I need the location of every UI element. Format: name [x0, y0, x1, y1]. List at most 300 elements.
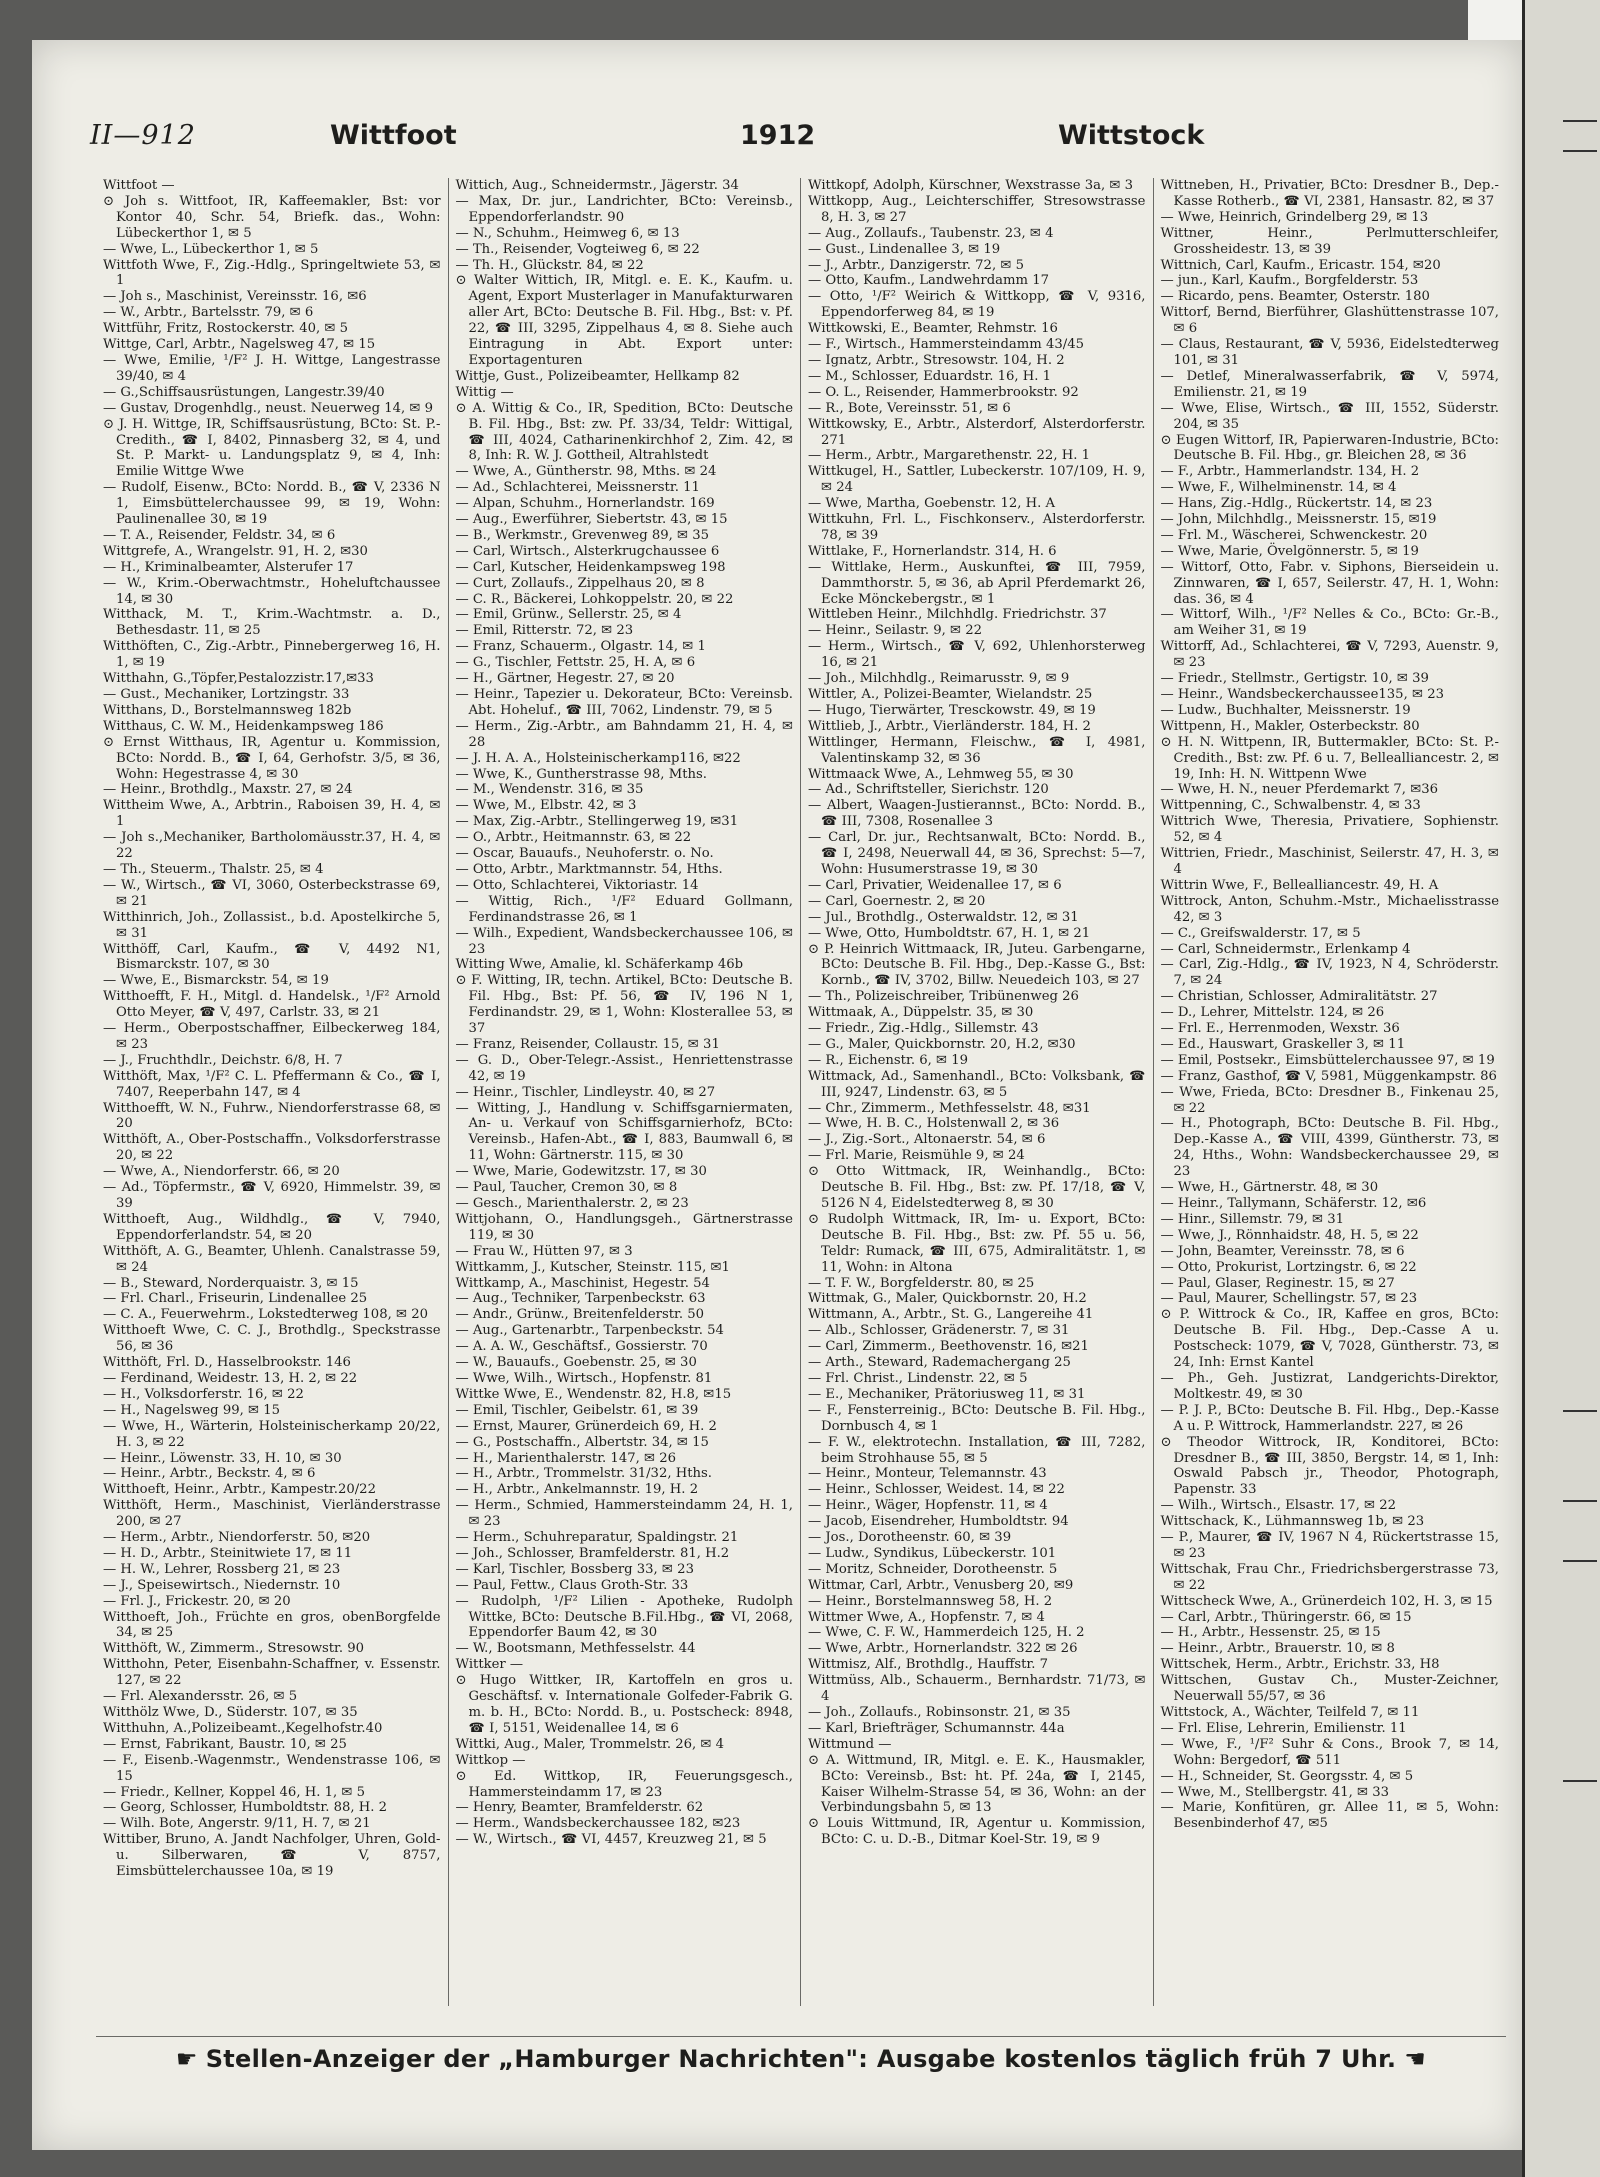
- directory-entry: ⊙ P. Heinrich Wittmaack, IR, Juteu. Garbengarne, BCto: Deutsche B. Fil. Hbg., Dep.-Kasse G., Bst: Kornb., ☎ IV, 3702, Billw. Neuedeich 103, ✉ 27: [808, 941, 1146, 989]
- directory-entry: Wittorf, Bernd, Bierführer, Glashüttenstrasse 107, ✉ 6: [1160, 305, 1499, 337]
- directory-entry: Wittkopp, Aug., Leichterschiffer, Stresowstrasse 8, H. 3, ✉ 27: [808, 193, 1146, 225]
- directory-entry: ⊙ Rudolph Wittmack, IR, Im- u. Export, BCto: Deutsche B. Fil. Hbg., Bst: zw. Pf. 55 u. 56, Teldr: Rumack, ☎ III, 675, Admiralitätstr. 1, ✉ 11, Wohn: in Altona: [808, 1211, 1146, 1275]
- directory-entry: ⊙ Ed. Wittkop, IR, Feuerungsgesch., Hammersteindamm 17, ✉ 23: [455, 1768, 793, 1800]
- directory-entry: — Gustav, Drogenhdlg., neust. Neuerweg 14, ✉ 9: [103, 400, 434, 416]
- directory-entry: — Paul, Taucher, Cremon 30, ✉ 8: [455, 1180, 678, 1196]
- directory-entry: Wittheim Wwe, A., Arbtrin., Raboisen 39, H. 4, ✉ 1: [103, 798, 441, 830]
- directory-entry: Wittfoot —: [103, 178, 175, 193]
- directory-entry: Wittrock, Anton, Schuhm.-Mstr., Michaelisstrasse 42, ✉ 3: [1160, 893, 1499, 925]
- directory-entry: — Otto, Arbtr., Marktmannstr. 54, Hths.: [455, 861, 723, 877]
- directory-entry: Wittkamm, J., Kutscher, Steinstr. 115, ✉1: [455, 1259, 730, 1275]
- directory-entry: — Hans, Zig.-Hdlg., Rückertstr. 14, ✉ 23: [1160, 496, 1433, 512]
- directory-entry: Wittkuhn, Frl. L., Fischkonserv., Alsterdorferstr. 78, ✉ 39: [808, 512, 1146, 543]
- directory-entry: — Karl, Briefträger, Schumannstr. 44a: [808, 1720, 1065, 1736]
- directory-entry: — H., Photograph, BCto: Deutsche B. Fil. Hbg., Dep.-Kasse A., ☎ VIII, 4399, Güntherstr. 73, ✉ 24, Hths., Wohn: Wandsbeckerchaussee 29, ✉ 23: [1160, 1116, 1499, 1180]
- directory-entry: — Joh., Milchhdlg., Reimarusstr. 9, ✉ 9: [808, 671, 1070, 687]
- directory-entry: Witthack, M. T., Krim.-Wachtmstr. a. D., Bethesdastr. 11, ✉ 25: [103, 607, 441, 639]
- directory-entry: — R., Bote, Vereinsstr. 51, ✉ 6: [808, 400, 1011, 416]
- directory-entry: — Carl, Privatier, Weidenallee 17, ✉ 6: [808, 877, 1062, 893]
- directory-entry: — Emil, Ritterstr. 72, ✉ 23: [455, 623, 634, 639]
- directory-entry: — Herm., Schuhreparatur, Spaldingstr. 21: [455, 1530, 739, 1546]
- directory-entry: Wittich, Aug., Schneidermstr., Jägerstr. 34: [455, 178, 739, 193]
- directory-entry: — B., Werkmstr., Grevenweg 89, ✉ 35: [455, 527, 710, 543]
- directory-entry: — Jul., Brothdlg., Osterwaldstr. 12, ✉ 31: [808, 909, 1079, 925]
- directory-entry: — W., Wirtsch., ☎ VI, 4457, Kreuzweg 21, ✉ 5: [455, 1832, 767, 1848]
- directory-entry: — B., Steward, Norderquaistr. 3, ✉ 15: [103, 1275, 359, 1291]
- directory-entry: — Rudolf, Eisenw., BCto: Nordd. B., ☎ V, 2336 N 1, Eimsbüttelerchaussee 99, ✉ 19, Wohn: Paulinenallee 30, ✉ 19: [103, 480, 441, 528]
- directory-entry: Witthuhn, A.,Polizeibeamt.,Kegelhofstr.40: [103, 1720, 383, 1736]
- directory-entry: — Herm., Schmied, Hammersteindamm 24, H. 1, ✉ 23: [455, 1498, 793, 1530]
- directory-entry: — Detlef, Mineralwasserfabrik, ☎ V, 5974, Emilienstr. 21, ✉ 19: [1160, 368, 1499, 400]
- directory-entry: Wittlake, F., Hornerlandstr. 314, H. 6: [808, 543, 1057, 559]
- directory-entry: — Wwe, Otto, Humboldtstr. 67, H. 1, ✉ 21: [808, 925, 1091, 941]
- directory-entry: — jun., Karl, Kaufm., Borgfelderstr. 53: [1160, 273, 1419, 289]
- directory-entry: — Carl, Kutscher, Heidenkampsweg 198: [455, 559, 726, 575]
- directory-columns: [96, 178, 1506, 2006]
- directory-entry: — Gesch., Marienthalerstr. 2, ✉ 23: [455, 1196, 689, 1211]
- directory-entry: — Christian, Schlosser, Admiralitätstr. 27: [1160, 989, 1438, 1005]
- directory-entry: — Wwe, H., Gärtnerstr. 48, ✉ 30: [1160, 1180, 1379, 1196]
- directory-entry: — Georg, Schlosser, Humboldtstr. 88, H. 2: [103, 1800, 388, 1816]
- directory-entry: — Ad., Schlachterei, Meissnerstr. 11: [455, 480, 700, 496]
- directory-entry: — H., Kriminalbeamter, Alsterufer 17: [103, 559, 354, 575]
- directory-entry: ⊙ Walter Wittich, IR, Mitgl. e. E. K., Kaufm. u. Agent, Export Musterlager in Manufakturwaren aller Art, BCto: Deutsche B. Fil. Hbg., Bst: v. Pf. 22, ☎ III, 3295, Zippelhaus 4, ✉ 8. Siehe auch Eintragung in Abt. Export unter: Exportagenturen: [455, 273, 793, 368]
- directory-entry: Wittkowsky, E., Arbtr., Alsterdorf, Alsterdorferstr. 271: [808, 416, 1146, 448]
- directory-entry: — Karl, Tischler, Bossberg 33, ✉ 23: [455, 1561, 694, 1577]
- directory-entry: — Heinr., Schlosser, Weidest. 14, ✉ 22: [808, 1482, 1065, 1498]
- directory-entry: — Wwe, F., Wilhelminenstr. 14, ✉ 4: [1160, 480, 1397, 496]
- directory-entry: — Aug., Gartenarbtr., Tarpenbeckstr. 54: [455, 1323, 724, 1339]
- directory-entry: — Ph., Geh. Justizrat, Landgerichts-Direktor, Moltkestr. 49, ✉ 30: [1160, 1370, 1499, 1402]
- directory-entry: — Wittorf, Wilh., ¹/F² Nelles & Co., BCto: Gr.-B., am Weiher 31, ✉ 19: [1160, 607, 1499, 639]
- directory-entry: — W., Wirtsch., ☎ VI, 3060, Osterbeckstrasse 69, ✉ 21: [103, 877, 441, 909]
- directory-entry: — Wwe, Elise, Wirtsch., ☎ III, 1552, Süderstr. 204, ✉ 35: [1160, 400, 1499, 432]
- directory-entry: Wittneben, H., Privatier, BCto: Dresdner B., Dep.-Kasse Rotherb., ☎ VI, 2381, Hansastr. 82, ✉ 37: [1160, 178, 1499, 209]
- directory-entry: — Friedr., Stellmstr., Gertigstr. 10, ✉ 39: [1160, 671, 1429, 687]
- directory-entry: ⊙ A. Wittig & Co., IR, Spedition, BCto: Deutsche B. Fil. Hbg., Bst: zw. Pf. 33/34, Teldr: Wittigal, ☎ III, 4024, Catharinenkirchhof 2, Zim. 42, ✉ 8, Inh: R. W. J. Gottheil, Altrahlstedt: [455, 400, 793, 464]
- directory-entry: — Aug., Zollaufs., Taubenstr. 23, ✉ 4: [808, 225, 1054, 241]
- directory-entry: — Herm., Oberpostschaffner, Eilbeckerweg 184, ✉ 23: [103, 1021, 441, 1052]
- directory-entry: — Otto, Kaufm., Landwehrdamm 17: [808, 273, 1050, 289]
- directory-entry: — C. R., Bäckerei, Lohkoppelstr. 20, ✉ 22: [455, 591, 734, 607]
- directory-entry: — Frl. Alexandersstr. 26, ✉ 5: [103, 1689, 298, 1705]
- directory-entry: — F. W., elektrotechn. Installation, ☎ III, 7282, beim Strohhause 55, ✉ 5: [808, 1434, 1146, 1466]
- directory-entry: Wittfoth Wwe, F., Zig.-Hdlg., Springeltwiete 53, ✉ 1: [103, 257, 441, 289]
- directory-entry: — Wilh., Wirtsch., Elsastr. 17, ✉ 22: [1160, 1498, 1397, 1514]
- directory-entry: — Wwe, A., Niendorferstr. 66, ✉ 20: [103, 1164, 340, 1180]
- directory-entry: — Th., Steuerm., Thalstr. 25, ✉ 4: [103, 861, 324, 877]
- directory-entry: Witthöft, A., Ober-Postschaffn., Volksdorferstrasse 20, ✉ 22: [103, 1132, 441, 1164]
- directory-entry: — H., Schneider, St. Georgsstr. 4, ✉ 5: [1160, 1768, 1414, 1784]
- directory-entry: — Wwe, Emilie, ¹/F² J. H. Wittge, Langestrasse 39/40, ✉ 4: [103, 352, 441, 384]
- directory-entry: — Frl. Marie, Reismühle 9, ✉ 24: [808, 1148, 1025, 1164]
- directory-entry: — Alb., Schlosser, Grädenerstr. 7, ✉ 31: [808, 1323, 1070, 1339]
- directory-entry: — O., Arbtr., Heitmannstr. 63, ✉ 22: [455, 830, 692, 846]
- directory-entry: — C. A., Feuerwehrm., Lokstedterweg 108, ✉ 20: [103, 1307, 428, 1323]
- directory-entry: — C., Greifswalderstr. 17, ✉ 5: [1160, 925, 1361, 941]
- directory-entry: ⊙ F. Witting, IR, techn. Artikel, BCto: Deutsche B. Fil. Hbg., Bst: Pf. 56, ☎ IV, 196 N 1, Ferdinandstr. 29, ✉ 1, Wohn: Klosterallee 53, ✉ 37: [455, 973, 793, 1037]
- directory-entry: Wittlinger, Hermann, Fleischw., ☎ I, 4981, Valentinskamp 32, ✉ 36: [808, 734, 1146, 766]
- directory-entry: — Otto, Prokurist, Lortzingstr. 6, ✉ 22: [1160, 1259, 1417, 1275]
- directory-entry: — Joh., Schlosser, Bramfelderstr. 81, H.2: [455, 1545, 730, 1561]
- directory-entry: — Marie, Konfitüren, gr. Allee 11, ✉ 5, Wohn: Besenbinderhof 47, ✉5: [1160, 1800, 1499, 1832]
- directory-entry: Wittiber, Bruno, A. Jandt Nachfolger, Uhren, Gold- u. Silberwaren, ☎ V, 8757, Eimsbüttelerchaussee 10a, ✉ 19: [103, 1832, 441, 1880]
- directory-entry: Wittkowski, E., Beamter, Rehmstr. 16: [808, 321, 1058, 337]
- directory-entry: — Herm., Arbtr., Margarethenstr. 22, H. 1: [808, 448, 1090, 464]
- directory-entry: — Heinr., Tallymann, Schäferstr. 12, ✉6: [1160, 1196, 1427, 1211]
- directory-entry: Wittlieb, J., Arbtr., Vierländerstr. 184, H. 2: [808, 718, 1091, 734]
- directory-entry: — Ricardo, pens. Beamter, Osterstr. 180: [1160, 289, 1430, 305]
- directory-entry: — Heinr., Monteur, Telemannstr. 43: [808, 1466, 1047, 1482]
- directory-entry: — Otto, Schlachterei, Viktoriastr. 14: [455, 877, 699, 893]
- directory-entry: — Heinr., Tischler, Lindleystr. 40, ✉ 27: [455, 1084, 716, 1100]
- directory-entry: Wittig —: [455, 384, 514, 400]
- directory-entry: Wittge, Carl, Arbtr., Nagelsweg 47, ✉ 15: [103, 337, 376, 353]
- directory-entry: — Wwe, M., Stellbergstr. 41, ✉ 33: [1160, 1784, 1390, 1800]
- column-2: [449, 178, 802, 2006]
- directory-entry: — Carl, Zimmerm., Beethovenstr. 16, ✉21: [808, 1339, 1089, 1355]
- directory-entry: — Arth., Steward, Rademachergang 25: [808, 1355, 1071, 1371]
- directory-entry: — Paul, Glaser, Reginestr. 15, ✉ 27: [1160, 1275, 1395, 1291]
- page-number: II—912: [90, 120, 196, 151]
- directory-entry: — P. J. P., BCto: Deutsche B. Fil. Hbg., Dep.-Kasse A u. P. Wittrock, Hammerlandstr. 227, ✉ 26: [1160, 1402, 1499, 1434]
- directory-entry: — Joh., Zollaufs., Robinsonstr. 21, ✉ 35: [808, 1705, 1071, 1720]
- directory-entry: — Franz, Gasthof, ☎ V, 5981, Müggenkampstr. 86: [1160, 1068, 1497, 1084]
- directory-entry: Wittnich, Carl, Kaufm., Ericastr. 154, ✉20: [1160, 257, 1441, 273]
- directory-entry: Witthöff, Carl, Kaufm., ☎ V, 4492 N1, Bismarckstr. 107, ✉ 30: [103, 941, 441, 973]
- directory-entry: ⊙ H. N. Wittpenn, IR, Buttermakler, BCto: St. P.-Credith., Bst: zw. Pf. 6 u. 7, Bellealliancestr. 2, ✉ 19, Inh: H. N. Wittpenn Wwe: [1160, 734, 1499, 782]
- directory-entry: Wittleben Heinr., Milchhdlg. Friedrichstr. 37: [808, 607, 1107, 623]
- directory-entry: Wittki, Aug., Maler, Trommelstr. 26, ✉ 4: [455, 1736, 725, 1752]
- directory-entry: — Heinr., Wäger, Hopfenstr. 11, ✉ 4: [808, 1498, 1048, 1514]
- directory-entry: ⊙ P. Wittrock & Co., IR, Kaffee en gros, BCto: Deutsche B. Fil. Hbg., Dep.-Casse A u. Postscheck: 1079, ☎ V, 7028, Güntherstr. 73, ✉ 24, Inh: Ernst Kantel: [1160, 1307, 1499, 1371]
- directory-entry: — Witting, J., Handlung v. Schiffsgarniermaten, An- u. Verkauf von Schiffsgarnierhofz, BCto: Vereinsb., Hafen-Abt., ☎ I, 883, Baumwall 6, ✉ 11, Wohn: Gärtnerstr. 115, ✉ 30: [455, 1100, 793, 1164]
- directory-entry: Wittje, Gust., Polizeibeamter, Hellkamp 82: [455, 368, 740, 384]
- directory-entry: Witthoeft, Aug., Wildhdlg., ☎ V, 7940, Eppendorferlandstr. 54, ✉ 20: [103, 1211, 441, 1243]
- directory-entry: — Max, Zig.-Arbtr., Stellingerweg 19, ✉31: [455, 814, 739, 830]
- directory-entry: Wittjohann, O., Handlungsgeh., Gärtnerstrasse 119, ✉ 30: [455, 1211, 793, 1243]
- directory-entry: — Frau W., Hütten 97, ✉ 3: [455, 1243, 633, 1259]
- column-3: [801, 178, 1154, 2006]
- directory-entry: ⊙ Theodor Wittrock, IR, Konditorei, BCto: Dresdner B., ☎ III, 3850, Bergstr. 14, ✉ 1, Inh: Oswald Pabsch jr., Theodor, Photograph, Papenstr. 33: [1160, 1434, 1499, 1498]
- directory-entry: Witthöft, Herm., Maschinist, Vierländerstrasse 200, ✉ 27: [103, 1498, 441, 1530]
- directory-entry: Wittmisz, Alf., Brothdlg., Hauffstr. 7: [808, 1657, 1049, 1673]
- footer-text: Stellen-Anzeiger der „Hamburger Nachrichten": Ausgabe kostenlos täglich früh 7 Uhr.: [205, 2045, 1397, 2073]
- directory-entry: — F., Wirtsch., Hammersteindamm 43/45: [808, 337, 1084, 353]
- directory-entry: Wittmüss, Alb., Schauerm., Bernhardstr. 71/73, ✉ 4: [808, 1673, 1146, 1705]
- right-running-head: Wittstock: [1058, 120, 1205, 151]
- directory-entry: Wittmaak, A., Düppelstr. 35, ✉ 30: [808, 1005, 1034, 1021]
- directory-entry: — Franz, Reisender, Collaustr. 15, ✉ 31: [455, 1036, 720, 1052]
- directory-entry: — Joh s., Maschinist, Vereinsstr. 16, ✉6: [103, 289, 367, 305]
- year-heading: 1912: [740, 120, 816, 151]
- directory-entry: ⊙ Hugo Wittker, IR, Kartoffeln en gros u. Geschäftsf. v. Internationale Golfeder-Fabrik G. m. b. H., BCto: Nordd. B., u. Postscheck: 8948, ☎ I, 5151, Weidenallee 14, ✉ 6: [455, 1673, 793, 1736]
- directory-entry: — Frl. M., Wäscherei, Schwenckestr. 20: [1160, 527, 1428, 543]
- directory-entry: — F., Fensterreinig., BCto: Deutsche B. Fil. Hbg., Dornbusch 4, ✉ 1: [808, 1402, 1146, 1434]
- directory-entry: — Ferdinand, Weidestr. 13, H. 2, ✉ 22: [103, 1370, 358, 1386]
- directory-entry: — G., Postschaffn., Albertstr. 34, ✉ 15: [455, 1434, 709, 1450]
- directory-entry: — O. L., Reisender, Hammerbrookstr. 92: [808, 384, 1079, 400]
- directory-entry: Witthoefft, F. H., Mitgl. d. Handelsk., ¹/F² Arnold Otto Meyer, ☎ V, 497, Carlstr. 33, ✉ 21: [103, 989, 441, 1021]
- directory-entry: Wittscheck Wwe, A., Grünerdeich 102, H. 3, ✉ 15: [1160, 1593, 1493, 1609]
- directory-entry: ⊙ Ernst Witthaus, IR, Agentur u. Kommission, BCto: Nordd. B., ☎ I, 64, Gerhofstr. 3/5, ✉ 36, Wohn: Hegestrasse 4, ✉ 30: [103, 734, 441, 782]
- directory-entry: — Wwe, Marie, Godewitzstr. 17, ✉ 30: [455, 1164, 707, 1180]
- directory-entry: — Friedr., Kellner, Koppel 46, H. 1, ✉ 5: [103, 1784, 365, 1800]
- directory-entry: — Andr., Grünw., Breitenfelderstr. 50: [455, 1307, 705, 1323]
- directory-entry: Wittmer Wwe, A., Hopfenstr. 7, ✉ 4: [808, 1609, 1045, 1625]
- directory-entry: Wittkop —: [455, 1752, 526, 1768]
- directory-entry: — J., Zig.-Sort., Altonaerstr. 54, ✉ 6: [808, 1132, 1046, 1148]
- directory-entry: — Wwe, Arbtr., Hornerlandstr. 322 ✉ 26: [808, 1641, 1078, 1657]
- directory-entry: — Wwe, Marie, Övelgönnerstr. 5, ✉ 19: [1160, 543, 1419, 559]
- directory-entry: — Wwe, Martha, Goebenstr. 12, H. A: [808, 496, 1056, 512]
- directory-entry: Witthöften, C., Zig.-Arbtr., Pinnebergerweg 16, H. 1, ✉ 19: [103, 639, 441, 671]
- directory-entry: — Wilh., Expedient, Wandsbeckerchaussee 106, ✉ 23: [455, 925, 793, 957]
- directory-entry: Wittmak, G., Maler, Quickbornstr. 20, H.2: [808, 1291, 1087, 1307]
- directory-entry: — Gust., Mechaniker, Lortzingstr. 33: [103, 687, 350, 702]
- directory-entry: Wittschak, Frau Chr., Friedrichsbergerstrasse 73, ✉ 22: [1160, 1561, 1499, 1593]
- directory-entry: — Wwe, L., Lübeckerthor 1, ✉ 5: [103, 241, 319, 257]
- directory-entry: — W., Bauaufs., Goebenstr. 25, ✉ 30: [455, 1355, 697, 1371]
- directory-entry: — E., Mechaniker, Prätoriusweg 11, ✉ 31: [808, 1386, 1086, 1402]
- directory-entry: — Th., Reisender, Vogteiweg 6, ✉ 22: [455, 241, 700, 257]
- directory-entry: Witthoeft Wwe, C. C. J., Brothdlg., Speckstrasse 56, ✉ 36: [103, 1323, 441, 1355]
- directory-entry: Wittmaack Wwe, A., Lehmweg 55, ✉ 30: [808, 766, 1074, 782]
- directory-entry: Wittführ, Fritz, Rostockerstr. 40, ✉ 5: [103, 321, 349, 337]
- directory-entry: Witthaus, C. W. M., Heidenkampsweg 186: [103, 718, 384, 734]
- directory-entry: — Th., Polizeischreiber, Tribünenweg 26: [808, 989, 1079, 1005]
- directory-entry: ⊙ Otto Wittmack, IR, Weinhandlg., BCto: Deutsche B. Fil. Hbg., Bst: zw. Pf. 17/18, ☎ V, 5126 N 4, Eidelstedterweg 8, ✉ 30: [808, 1164, 1146, 1211]
- directory-entry: Wittmar, Carl, Arbtr., Venusberg 20, ✉9: [808, 1577, 1074, 1593]
- directory-entry: — Wwe, A., Güntherstr. 98, Mths. ✉ 24: [455, 464, 717, 480]
- directory-entry: ⊙ J. H. Wittge, IR, Schiffsausrüstung, BCto: St. P.-Credith., ☎ I, 8402, Pinnasberg 32, ✉ 4, und St. P. Markt- u. Landungsplatz 9, ✉ 4, Inh: Emilie Wittge Wwe: [103, 416, 441, 480]
- directory-entry: — Frl. E., Herrenmoden, Wexstr. 36: [1160, 1021, 1400, 1037]
- directory-entry: — Claus, Restaurant, ☎ V, 5936, Eidelstedterweg 101, ✉ 31: [1160, 337, 1499, 368]
- directory-entry: — John, Milchhdlg., Meissnerstr. 15, ✉19: [1160, 512, 1437, 528]
- column-4: [1154, 178, 1507, 2006]
- directory-entry: — Carl, Schneidermstr., Erlenkamp 4: [1160, 941, 1411, 957]
- directory-entry: Wittrich Wwe, Theresia, Privatiere, Sophienstr. 52, ✉ 4: [1160, 814, 1499, 846]
- directory-entry: — M., Schlosser, Eduardstr. 16, H. 1: [808, 368, 1052, 384]
- directory-entry: — Jos., Dorotheenstr. 60, ✉ 39: [808, 1530, 1012, 1546]
- directory-entry: — Th. H., Glückstr. 84, ✉ 22: [455, 257, 644, 273]
- directory-entry: — Ed., Hauswart, Graskeller 3, ✉ 11: [1160, 1036, 1406, 1052]
- directory-entry: — Carl, Arbtr., Thüringerstr. 66, ✉ 15: [1160, 1609, 1412, 1625]
- directory-entry: — Hinr., Sillemstr. 79, ✉ 31: [1160, 1211, 1345, 1227]
- column-1: [96, 178, 449, 2006]
- directory-entry: — Herm., Wirtsch., ☎ V, 692, Uhlenhorsterweg 16, ✉ 21: [808, 639, 1146, 671]
- directory-entry: Witting Wwe, Amalie, kl. Schäferkamp 46b: [455, 957, 744, 973]
- directory-entry: — Joh s.,Mechaniker, Bartholomäusstr.37, H. 4, ✉ 22: [103, 830, 441, 862]
- edge-mark: [1563, 1560, 1597, 1562]
- directory-entry: Witthoeft, Heinr., Arbtr., Kampestr.20/22: [103, 1482, 376, 1498]
- directory-entry: — P., Maurer, ☎ IV, 1967 N 4, Rückertstrasse 15, ✉ 23: [1160, 1530, 1499, 1561]
- directory-entry: — T. A., Reisender, Feldstr. 34, ✉ 6: [103, 527, 336, 543]
- directory-entry: Witthöft, Frl. D., Hasselbrookstr. 146: [103, 1355, 351, 1371]
- directory-entry: Wittpenning, C., Schwalbenstr. 4, ✉ 33: [1160, 798, 1421, 814]
- directory-entry: Witthoefft, W. N., Fuhrw., Niendorferstrasse 68, ✉ 20: [103, 1100, 441, 1132]
- directory-entry: Wittler, A., Polizei-Beamter, Wielandstr. 25: [808, 687, 1093, 702]
- directory-entry: Wittgrefe, A., Wrangelstr. 91, H. 2, ✉30: [103, 543, 368, 559]
- directory-entry: — H. W., Lehrer, Rossberg 21, ✉ 23: [103, 1561, 341, 1577]
- directory-entry: — Wwe, K., Guntherstrasse 98, Mths.: [455, 766, 707, 782]
- directory-entry: — Ludw., Syndikus, Lübeckerstr. 101: [808, 1545, 1057, 1561]
- directory-entry: — John, Beamter, Vereinsstr. 78, ✉ 6: [1160, 1243, 1405, 1259]
- directory-entry: — Ad., Schriftsteller, Sierichstr. 120: [808, 782, 1049, 798]
- directory-entry: — N., Schuhm., Heimweg 6, ✉ 13: [455, 225, 680, 241]
- page-header: [90, 120, 1205, 164]
- directory-entry: — Franz, Schauerm., Olgastr. 14, ✉ 1: [455, 639, 706, 655]
- directory-entry: — Gust., Lindenallee 3, ✉ 19: [808, 241, 1001, 257]
- directory-entry: — Emil, Postsekr., Eimsbüttelerchaussee 97, ✉ 19: [1160, 1052, 1495, 1068]
- directory-entry: — Emil, Grünw., Sellerstr. 25, ✉ 4: [455, 607, 682, 623]
- directory-entry: — M., Wendenstr. 316, ✉ 35: [455, 782, 644, 798]
- directory-entry: — H., Marienthalerstr. 147, ✉ 26: [455, 1450, 677, 1466]
- directory-entry: Wittorff, Ad., Schlachterei, ☎ V, 7293, Auenstr. 9, ✉ 23: [1160, 639, 1499, 671]
- directory-entry: — Herm., Wandsbeckerchaussee 182, ✉23: [455, 1816, 741, 1832]
- directory-entry: Wittschack, K., Lühmannsweg 1b, ✉ 23: [1160, 1514, 1425, 1530]
- directory-entry: Witthahn, G.,Töpfer,Pestalozzistr.17,✉33: [103, 671, 374, 687]
- directory-entry: — Paul, Fettw., Claus Groth-Str. 33: [455, 1577, 689, 1593]
- directory-entry: — H., Gärtner, Hegestr. 27, ✉ 20: [455, 671, 675, 687]
- directory-entry: — Ernst, Maurer, Grünerdeich 69, H. 2: [455, 1418, 717, 1434]
- directory-entry: — Aug., Techniker, Tarpenbeckstr. 63: [455, 1291, 706, 1307]
- directory-entry: Wittmann, A., Arbtr., St. G., Langereihe 41: [808, 1307, 1094, 1323]
- directory-entry: — F., Eisenb.-Wagenmstr., Wendenstrasse 106, ✉ 15: [103, 1752, 441, 1784]
- directory-entry: — J., Speisewirtsch., Niedernstr. 10: [103, 1577, 341, 1593]
- directory-entry: — D., Lehrer, Mittelstr. 124, ✉ 26: [1160, 1005, 1385, 1021]
- directory-entry: — Wwe, H. B. C., Holstenwall 2, ✉ 36: [808, 1116, 1060, 1132]
- pointing-hand-left-icon: ☛: [175, 2045, 198, 2073]
- directory-entry: — J. H. A. A., Holsteinischerkamp116, ✉22: [455, 750, 741, 766]
- directory-entry: — Heinr., Tapezier u. Dekorateur, BCto: Vereinsb. Abt. Hoheluf., ☎ III, 7062, Lindenstr. 79, ✉ 5: [455, 687, 793, 718]
- directory-entry: Witthohn, Peter, Eisenbahn-Schaffner, v. Essenstr. 127, ✉ 22: [103, 1657, 441, 1689]
- directory-entry: — H., Arbtr., Hessenstr. 25, ✉ 15: [1160, 1625, 1381, 1641]
- pointing-hand-right-icon: ☚: [1404, 2045, 1427, 2073]
- directory-entry: — G.,Schiffsausrüstungen, Langestr.39/40: [103, 384, 385, 400]
- directory-entry: — Frl. J., Frickestr. 20, ✉ 20: [103, 1593, 291, 1609]
- directory-entry: Wittrin Wwe, F., Bellealliancestr. 49, H. A: [1160, 877, 1439, 893]
- directory-entry: — Wwe, J., Rönnhaidstr. 48, H. 5, ✉ 22: [1160, 1227, 1419, 1243]
- directory-entry: — Heinr., Seilastr. 9, ✉ 22: [808, 623, 983, 639]
- directory-entry: — Alpan, Schuhm., Hornerlandstr. 169: [455, 496, 715, 512]
- directory-entry: — H. D., Arbtr., Steinitwiete 17, ✉ 11: [103, 1545, 353, 1561]
- directory-entry: — Wwe, Frieda, BCto: Dresdner B., Finkenau 25, ✉ 22: [1160, 1084, 1499, 1116]
- adjacent-page-edge: [1522, 0, 1600, 2177]
- directory-entry: Wittrien, Friedr., Maschinist, Seilerstr. 47, H. 3, ✉ 4: [1160, 846, 1499, 877]
- left-running-head: Wittfoot: [330, 120, 457, 151]
- edge-mark: [1563, 1780, 1597, 1782]
- directory-entry: — Wilh. Bote, Angerstr. 9/11, H. 7, ✉ 21: [103, 1816, 371, 1832]
- directory-entry: Wittmund —: [808, 1736, 892, 1752]
- directory-entry: — Herm., Zig.-Arbtr., am Bahndamm 21, H. 4, ✉ 28: [455, 718, 793, 750]
- directory-entry: — Wittorf, Otto, Fabr. v. Siphons, Bierseidein u. Zinnwaren, ☎ I, 657, Seilerstr. 47, H. 1, Wohn: das. 36, ✉ 4: [1160, 559, 1499, 607]
- edge-mark: [1563, 1500, 1597, 1502]
- directory-entry: — Heinr., Wandsbeckerchaussee135, ✉ 23: [1160, 687, 1444, 702]
- directory-entry: ⊙ Louis Wittmund, IR, Agentur u. Kommission, BCto: C. u. D.-B., Ditmar Koel-Str. 19, ✉ 9: [808, 1816, 1146, 1848]
- edge-mark: [1563, 150, 1597, 152]
- directory-entry: — Heinr., Brothdlg., Maxstr. 27, ✉ 24: [103, 782, 353, 798]
- directory-entry: — Frl. Elise, Lehrerin, Emilienstr. 11: [1160, 1720, 1407, 1736]
- directory-entry: — Wwe, H. N., neuer Pferdemarkt 7, ✉36: [1160, 782, 1439, 798]
- directory-entry: — Emil, Tischler, Geibelstr. 61, ✉ 39: [455, 1402, 699, 1418]
- directory-entry: Witthöft, A. G., Beamter, Uhlenh. Canalstrasse 59, ✉ 24: [103, 1243, 441, 1275]
- directory-entry: — Ignatz, Arbtr., Stresowstr. 104, H. 2: [808, 352, 1065, 368]
- directory-entry: — Ad., Töpfermstr., ☎ V, 6920, Himmelstr. 39, ✉ 39: [103, 1180, 441, 1211]
- directory-entry: — Ludw., Buchhalter, Meissnerstr. 19: [1160, 702, 1411, 718]
- directory-entry: — Moritz, Schneider, Dorotheenstr. 5: [808, 1561, 1058, 1577]
- directory-entry: — Wwe, F., ¹/F² Suhr & Cons., Brook 7, ✉ 14, Wohn: Bergedorf, ☎ 511: [1160, 1736, 1499, 1768]
- directory-entry: Wittner, Heinr., Perlmutterschleifer, Grossheidestr. 13, ✉ 39: [1160, 225, 1499, 257]
- directory-entry: Witthinrich, Joh., Zollassist., b.d. Apostelkirche 5, ✉ 31: [103, 909, 441, 941]
- directory-entry: — Ernst, Fabrikant, Baustr. 10, ✉ 25: [103, 1736, 347, 1752]
- directory-entry: — Max, Dr. jur., Landrichter, BCto: Vereinsb., Eppendorferlandstr. 90: [455, 193, 793, 225]
- directory-entry: — J., Fruchthdlr., Deichstr. 6/8, H. 7: [103, 1052, 343, 1068]
- directory-entry: — Friedr., Zig.-Hdlg., Sillemstr. 43: [808, 1021, 1039, 1037]
- directory-entry: — Rudolph, ¹/F² Lilien - Apotheke, Rudolph Wittke, BCto: Deutsche B.Fil.Hbg., ☎ VI, 2068, Eppendorfer Baum 42, ✉ 30: [455, 1593, 793, 1641]
- directory-entry: — Heinr., Arbtr., Beckstr. 4, ✉ 6: [103, 1466, 316, 1482]
- directory-entry: — H., Volksdorferstr. 16, ✉ 22: [103, 1386, 304, 1402]
- directory-entry: — Frl. Charl., Friseurin, Lindenallee 25: [103, 1291, 368, 1307]
- directory-entry: — Heinr., Löwenstr. 33, H. 10, ✉ 30: [103, 1450, 342, 1466]
- directory-entry: — R., Eichenstr. 6, ✉ 19: [808, 1052, 969, 1068]
- directory-entry: — G. D., Ober-Telegr.-Assist., Henriettenstrasse 42, ✉ 19: [455, 1052, 793, 1084]
- directory-entry: — H., Arbtr., Trommelstr. 31/32, Hths.: [455, 1466, 712, 1482]
- directory-entry: — Wwe, Heinrich, Grindelberg 29, ✉ 13: [1160, 209, 1429, 225]
- directory-entry: — T. F. W., Borgfelderstr. 80, ✉ 25: [808, 1275, 1035, 1291]
- directory-entry: — Wwe, E., Bismarckstr. 54, ✉ 19: [103, 973, 329, 989]
- directory-entry: Wittkopf, Adolph, Kürschner, Wexstrasse 3a, ✉ 3: [808, 178, 1134, 193]
- directory-entry: ⊙ Eugen Wittorf, IR, Papierwaren-Industrie, BCto: Deutsche B. Fil. Hbg., gr. Bleichen 28, ✉ 36: [1160, 432, 1499, 464]
- directory-entry: — F., Arbtr., Hammerlandstr. 134, H. 2: [1160, 464, 1420, 480]
- directory-entry: Witthans, D., Borstelmannsweg 182b: [103, 702, 352, 718]
- directory-entry: Wittkamp, A., Maschinist, Hegestr. 54: [455, 1275, 710, 1291]
- directory-entry: — Henry, Beamter, Bramfelderstr. 62: [455, 1800, 704, 1816]
- directory-entry: Witthöft, W., Zimmerm., Stresowstr. 90: [103, 1641, 365, 1657]
- directory-entry: — Curt, Zollaufs., Zippelhaus 20, ✉ 8: [455, 575, 705, 591]
- directory-entry: Witthöft, Max, ¹/F² C. L. Pfeffermann & Co., ☎ I, 7407, Reeperbahn 147, ✉ 4: [103, 1068, 441, 1100]
- directory-entry: — Carl, Goernestr. 2, ✉ 20: [808, 893, 986, 909]
- directory-entry: — Wwe, C. F. W., Hammerdeich 125, H. 2: [808, 1625, 1085, 1641]
- directory-entry: Wittschek, Herm., Arbtr., Erichstr. 33, H8: [1160, 1657, 1440, 1673]
- directory-entry: — H., Nagelsweg 99, ✉ 15: [103, 1402, 281, 1418]
- directory-entry: — Wwe, Wilh., Wirtsch., Hopfenstr. 81: [455, 1370, 713, 1386]
- directory-entry: — Heinr., Borstelmannsweg 58, H. 2: [808, 1593, 1053, 1609]
- directory-entry: Wittkugel, H., Sattler, Lubeckerstr. 107/109, H. 9, ✉ 24: [808, 464, 1146, 496]
- directory-entry: — Herm., Arbtr., Niendorferstr. 50, ✉20: [103, 1530, 371, 1546]
- directory-entry: — Carl, Wirtsch., Alsterkrugchaussee 6: [455, 543, 720, 559]
- directory-entry: — Carl, Zig.-Hdlg., ☎ IV, 1923, N 4, Schröderstr. 7, ✉ 24: [1160, 957, 1499, 989]
- directory-entry: — Wwe, M., Elbstr. 42, ✉ 3: [455, 798, 637, 814]
- directory-entry: — Frl. Christ., Lindenstr. 22, ✉ 5: [808, 1370, 1028, 1386]
- directory-entry: — Aug., Ewerführer, Siebertstr. 43, ✉ 15: [455, 512, 728, 528]
- directory-entry: — Oscar, Bauaufs., Neuhoferstr. o. No.: [455, 846, 714, 862]
- directory-entry: — Chr., Zimmerm., Methfesselstr. 48, ✉31: [808, 1100, 1091, 1116]
- directory-entry: Wittmack, Ad., Samenhandl., BCto: Volksbank, ☎ III, 9247, Lindenstr. 63, ✉ 5: [808, 1068, 1146, 1100]
- directory-entry: ⊙ Joh s. Wittfoot, IR, Kaffeemakler, Bst: vor Kontor 40, Schr. 54, Briefk. das., Wohn: Lübeckerthor 1, ✉ 5: [103, 193, 441, 241]
- directory-entry: — J., Arbtr., Danzigerstr. 72, ✉ 5: [808, 257, 1024, 273]
- directory-entry: Wittpenn, H., Makler, Osterbeckstr. 80: [1160, 718, 1420, 734]
- directory-entry: — G., Maler, Quickbornstr. 20, H.2, ✉30: [808, 1036, 1076, 1052]
- directory-entry: — W., Arbtr., Bartelsstr. 79, ✉ 6: [103, 305, 314, 321]
- directory-entry: — Wittig, Rich., ¹/F² Eduard Gollmann, Ferdinandstrasse 26, ✉ 1: [455, 893, 793, 925]
- directory-entry: Wittker —: [455, 1657, 524, 1673]
- directory-entry: — H., Arbtr., Ankelmannstr. 19, H. 2: [455, 1482, 699, 1498]
- directory-entry: — W., Bootsmann, Methfesselstr. 44: [455, 1641, 696, 1657]
- directory-entry: — Wwe, H., Wärterin, Holsteinischerkamp 20/22, H. 3, ✉ 22: [103, 1418, 441, 1450]
- directory-entry: — Paul, Maurer, Schellingstr. 57, ✉ 23: [1160, 1291, 1418, 1307]
- directory-entry: — A. A. W., Geschäftsf., Gossierstr. 70: [455, 1339, 708, 1355]
